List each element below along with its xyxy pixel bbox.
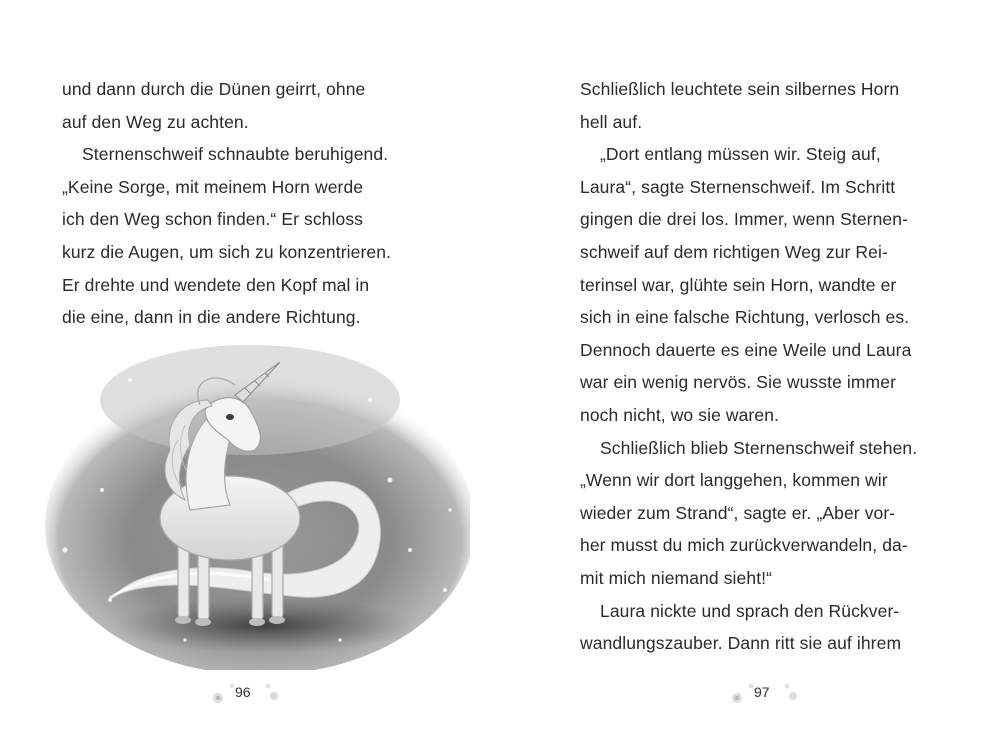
text-line: Laura“, sagte Sternenschweif. Im Schritt xyxy=(580,176,896,197)
text-line: kurz die Augen, um sich zu konzentrieren. xyxy=(62,241,391,262)
text-line: „Wenn wir dort langgehen, kommen wir xyxy=(580,470,888,491)
text-line: „Dort entlang müssen wir. Steig auf, xyxy=(600,144,881,165)
text-line: Dennoch dauerte es eine Weile und Laura xyxy=(580,339,912,360)
left-page-text xyxy=(62,73,391,334)
right-page-text xyxy=(580,73,917,660)
page-number: 96 xyxy=(235,684,251,700)
right-page xyxy=(504,0,1008,745)
text-line: ich den Weg schon finden.“ Er schloss xyxy=(62,209,364,230)
text-line: terinsel war, glühte sein Horn, wandte er xyxy=(580,274,897,295)
text-line: „Keine Sorge, mit meinem Horn werde xyxy=(62,176,364,197)
text-line: und dann durch die Dünen geirrt, ohne xyxy=(62,79,366,99)
text-line: mit mich niemand sieht!“ xyxy=(580,567,773,588)
text-line: Schließlich leuchtete sein silbernes Horn xyxy=(580,79,900,99)
text-line: noch nicht, wo sie waren. xyxy=(580,404,779,425)
text-line: sich in eine falsche Richtung, verlosch es. xyxy=(580,307,910,328)
unicorn-illustration xyxy=(40,340,470,670)
text-line: wandlungszauber. Dann ritt sie auf ihrem xyxy=(580,633,902,654)
text-line: hell auf. xyxy=(580,111,643,132)
sparkle-icon xyxy=(262,682,282,711)
text-line: gingen die drei los. Immer, wenn Sternen- xyxy=(580,209,909,230)
text-line: schweif auf dem richtigen Weg zur Rei- xyxy=(580,241,888,262)
text-line: her musst du mich zurückverwandeln, da- xyxy=(580,535,908,556)
text-line: Er drehte und wendete den Kopf mal in xyxy=(62,274,370,295)
page-number: 97 xyxy=(754,684,770,700)
text-line: war ein wenig nervös. Sie wusste immer xyxy=(580,372,896,393)
text-line: Sternenschweif schnaubte beruhigend. xyxy=(82,144,389,165)
sparkle-icon xyxy=(781,682,801,711)
text-line: auf den Weg zu achten. xyxy=(62,111,249,132)
text-line: wieder zum Strand“, sagte er. „Aber vor- xyxy=(580,502,896,523)
text-line: Laura nickte und sprach den Rückver- xyxy=(600,600,900,621)
text-line: die eine, dann in die andere Richtung. xyxy=(62,307,361,328)
text-line: Schließlich blieb Sternenschweif stehen. xyxy=(600,437,918,458)
